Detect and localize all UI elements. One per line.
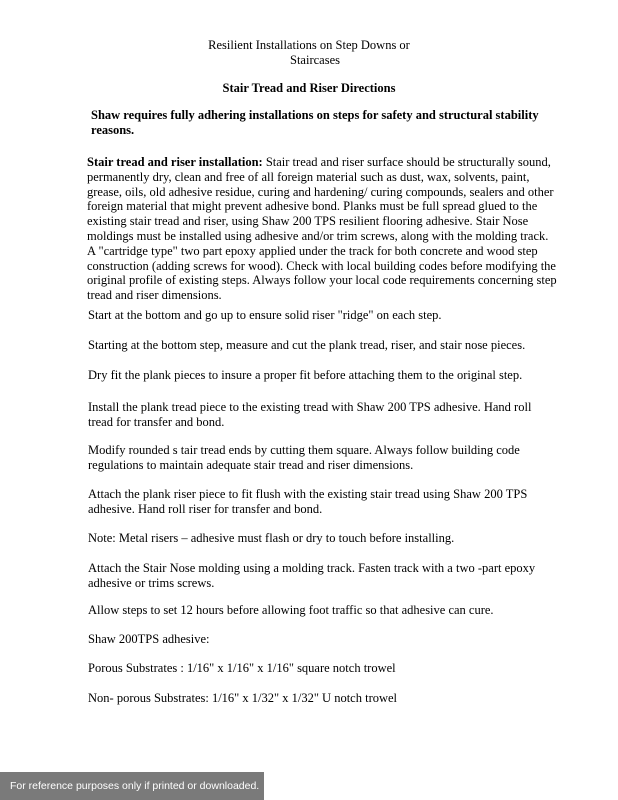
porous-substrates: Porous Substrates : 1/16" x 1/16" x 1/16" square notch trowel xyxy=(88,661,396,675)
intro-paragraph xyxy=(87,155,557,303)
step-9: Allow steps to set 12 hours before allowing foot traffic so that adhesive can cure. xyxy=(88,603,494,617)
step-1: Start at the bottom and go up to ensure solid riser "ridge" on each step. xyxy=(88,308,442,322)
step-8: Attach the Stair Nose molding using a molding track. Fasten track with a two -part epoxy adhesive or trims screws. xyxy=(88,561,536,590)
step-4: Install the plank tread piece to the existing tread with Shaw 200 TPS adhesive. Hand roll tread for transfer and bond. xyxy=(88,400,532,429)
reference-disclaimer-banner: For reference purposes only if printed or downloaded. xyxy=(0,772,264,800)
step-6: Attach the plank riser piece to fit flush with the existing stair tread using Shaw 200 TPS adhesive. Hand roll riser for transfer and bond. xyxy=(88,487,528,516)
step-2: Starting at the bottom step, measure and cut the plank tread, riser, and stair nose pieces. xyxy=(88,338,526,352)
section-subtitle: Stair Tread and Riser Directions xyxy=(222,81,396,95)
requirement-statement: Shaw requires fully adhering installations on steps for safety and structural stability reasons. xyxy=(91,108,539,137)
title-line-1: Resilient Installations on Step Downs or xyxy=(208,38,410,52)
intro-body: Stair tread and riser surface should be structurally sound, permanently dry, clean and free of all foreign material such as dust, wax, solvents, paint, grease, oils, old adhesive residue, curing and hardening/ curing compounds, sealers and other foreign material that might prevent adhesive bond. Planks must be full spread glued to the existing stair tread and riser, using Shaw 200 TPS resilient flooring adhesive. Stair Nose moldings must be installed using adhesive and/or trim screws, along with the molding track. A "cartridge type" two part epoxy applied under the track for both concrete and wood step construction (adding screws for wood). Check with local building codes before modifying the original profile of existing steps. Always follow your local code requirements concerning step tread and riser dimensions. xyxy=(87,155,557,303)
title-line-2: Staircases xyxy=(290,53,340,67)
non-porous-substrates: Non- porous Substrates: 1/16" x 1/32" x 1/32" U notch trowel xyxy=(88,691,398,705)
step-7-note: Note: Metal risers – adhesive must flash or dry to touch before installing. xyxy=(88,531,455,545)
step-3: Dry fit the plank pieces to insure a proper fit before attaching them to the original step. xyxy=(88,368,523,382)
intro-lead: Stair tread and riser installation: xyxy=(87,155,263,169)
adhesive-heading: Shaw 200TPS adhesive: xyxy=(88,632,210,646)
step-5: Modify rounded s tair tread ends by cutting them square. Always follow building code regulations to maintain adequate stair tread and riser dimensions. xyxy=(88,443,520,472)
